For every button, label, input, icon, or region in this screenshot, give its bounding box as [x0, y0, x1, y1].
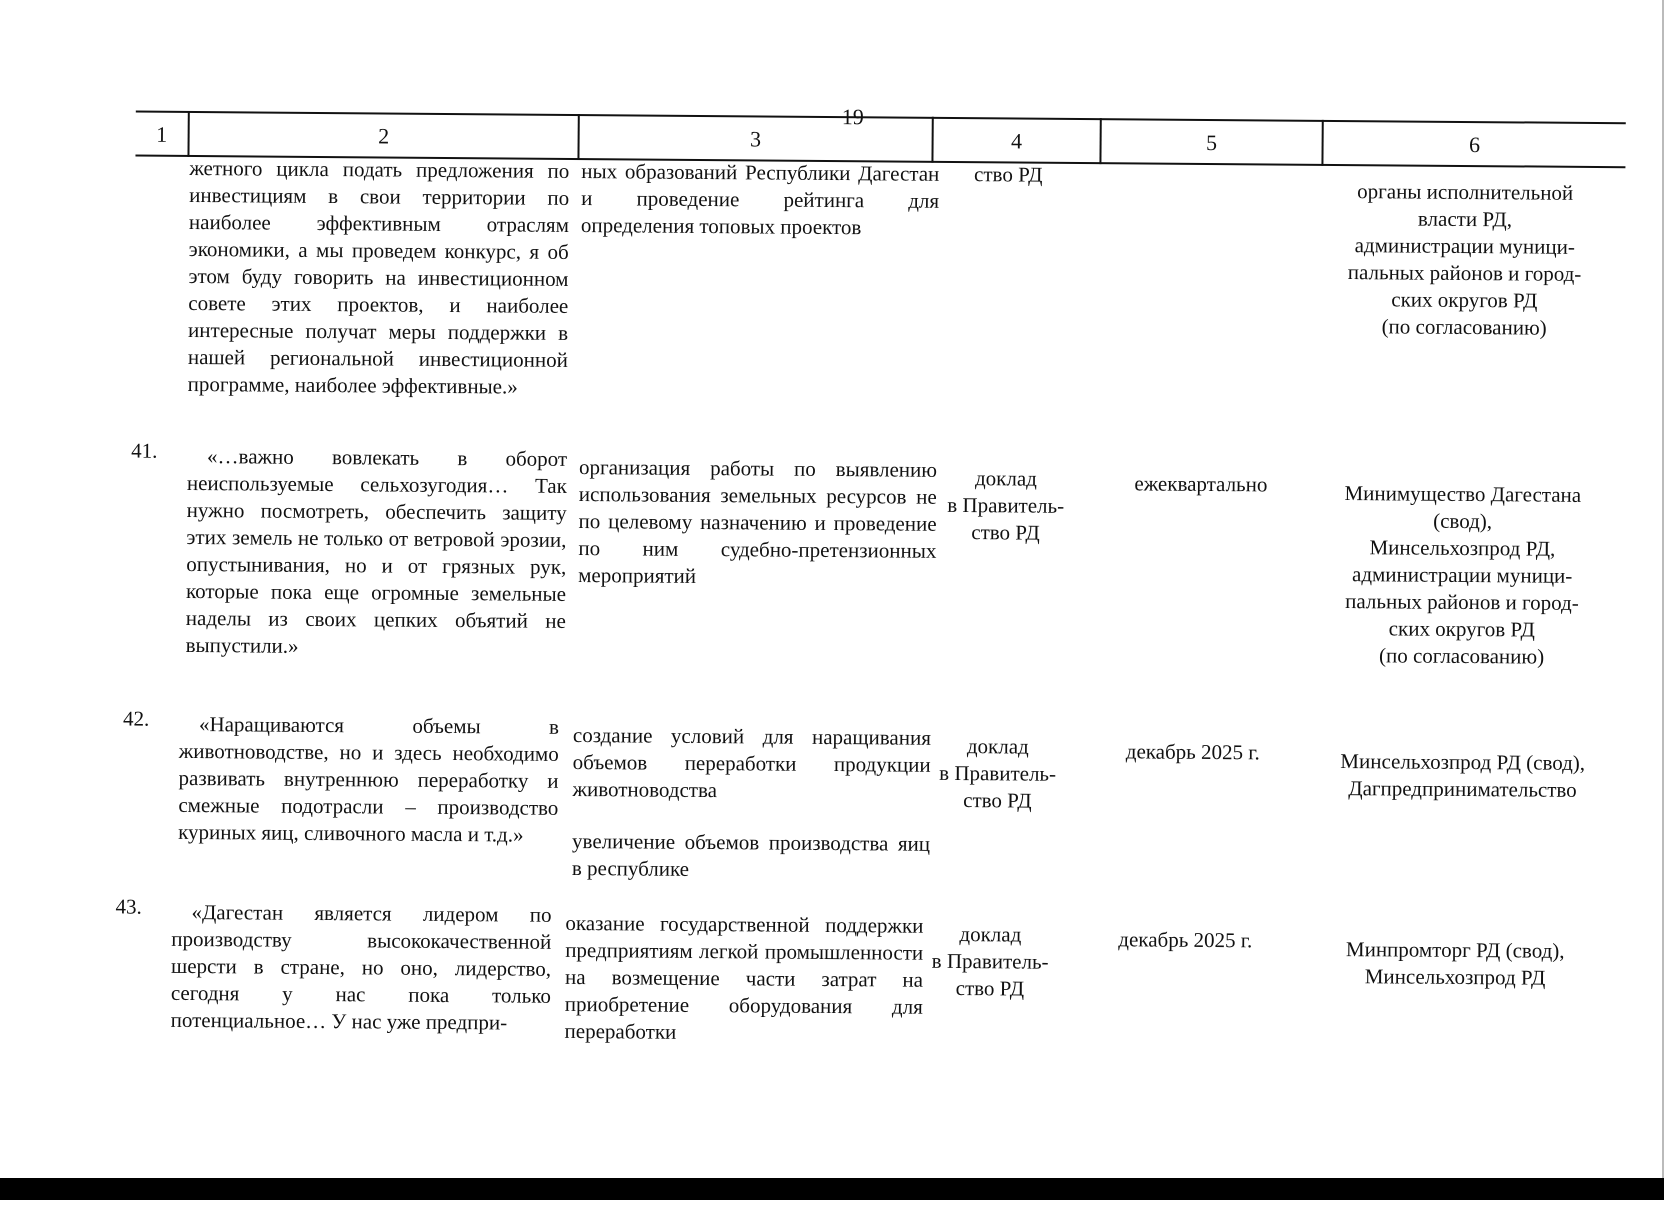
- row-43-col2: «Дагестан является лидером по производству высококачественной шерсти в стране, но оно, лидерство, сегодня у нас пока только потенциальное… У нас уже предпри-: [170, 899, 557, 1035]
- row-41-col6: Минимущество Дагестана (свод), Минсельхозпрод РД, администрации муници- пальных районов и город- ских округов РД (по согласованию): [1344, 481, 1582, 669]
- row-42-col6: Минсельхозпрод РД (свод), Дагпредпринимательство: [1340, 749, 1586, 802]
- continuation-col6: органы исполнительной власти РД, администрации муници- пальных районов и город- ских округов РД (по согласованию): [1347, 179, 1582, 340]
- row-42-col2: «Наращиваются объемы в животноводстве, но и здесь необходимо развивать внутреннюю переработку и смежные подотрасли – производство куриных яиц, сливочного масла и т.д.»: [178, 712, 565, 847]
- header-col-1: 1: [156, 121, 168, 147]
- row-42-col3b: увеличение объемов производства яиц в республике: [571, 828, 936, 881]
- header-col-2: 2: [187, 111, 577, 160]
- row-41-number: 41.: [131, 438, 158, 463]
- row-43-col4: доклад в Правитель- ство РД: [931, 922, 1049, 1001]
- row-43-number: 43.: [115, 894, 142, 919]
- row-41-col5: ежеквартально: [1134, 471, 1268, 497]
- header-col-3: 3: [577, 114, 931, 163]
- row-43-col3: оказание государственной поддержки предприятиям легкой промышленности на возмещение части затрат на приобретение оборудования для переработки: [564, 910, 929, 1044]
- header-col-4: 4: [931, 117, 1099, 164]
- scan-bottom-bar: [0, 1178, 1664, 1200]
- continuation-col4: ство РД: [974, 162, 1043, 187]
- row-42-number: 42.: [122, 706, 150, 731]
- row-42-col5: декабрь 2025 г.: [1125, 739, 1260, 765]
- row-41-col4: доклад в Правитель- ство РД: [947, 466, 1065, 545]
- row-42-col4: доклад в Правитель- ство РД: [939, 734, 1057, 813]
- row-43-col5: декабрь 2025 г.: [1118, 927, 1253, 953]
- row-42-col3a: создание условий для наращивания объемов переработки продукции животноводства: [572, 722, 937, 803]
- header-col-6: 6: [1321, 120, 1625, 168]
- header-col-5: 5: [1099, 118, 1321, 166]
- row-43-col6: Минпромторг РД (свод), Минсельхозпрод РД: [1345, 937, 1565, 990]
- continuation-col3: ных образований Республики Дагестан и проведение рейтинга для определения топовых проектов: [580, 159, 945, 240]
- row-41-col2: «…важно вовлекать в оборот неиспользуемые сельхозугодия… Так нужно посмотреть, обеспечить защиту этих земель не только от ветровой эрозии, опустынивания, но и от грязных рук, которые пока еще огромные земельные наделы из своих цепких объятий не выпустили.»: [185, 444, 573, 658]
- row-41-col3: организация работы по выявлению использования земельных ресурсов не по целевому назначению и проведение по ним судебно-претензионных мероприятий: [578, 455, 943, 588]
- continuation-col2: жетного цикла подать предложения по инвестициям в свои территории по наиболее эффективным отраслям экономики, а мы проведем конкурс, я об этом буду говорить на инвестиционном совете этих проектов, и наиболее интересные получат меры поддержки в нашей региональной инвестиционной программе, наиболее эффективные.»: [187, 155, 575, 399]
